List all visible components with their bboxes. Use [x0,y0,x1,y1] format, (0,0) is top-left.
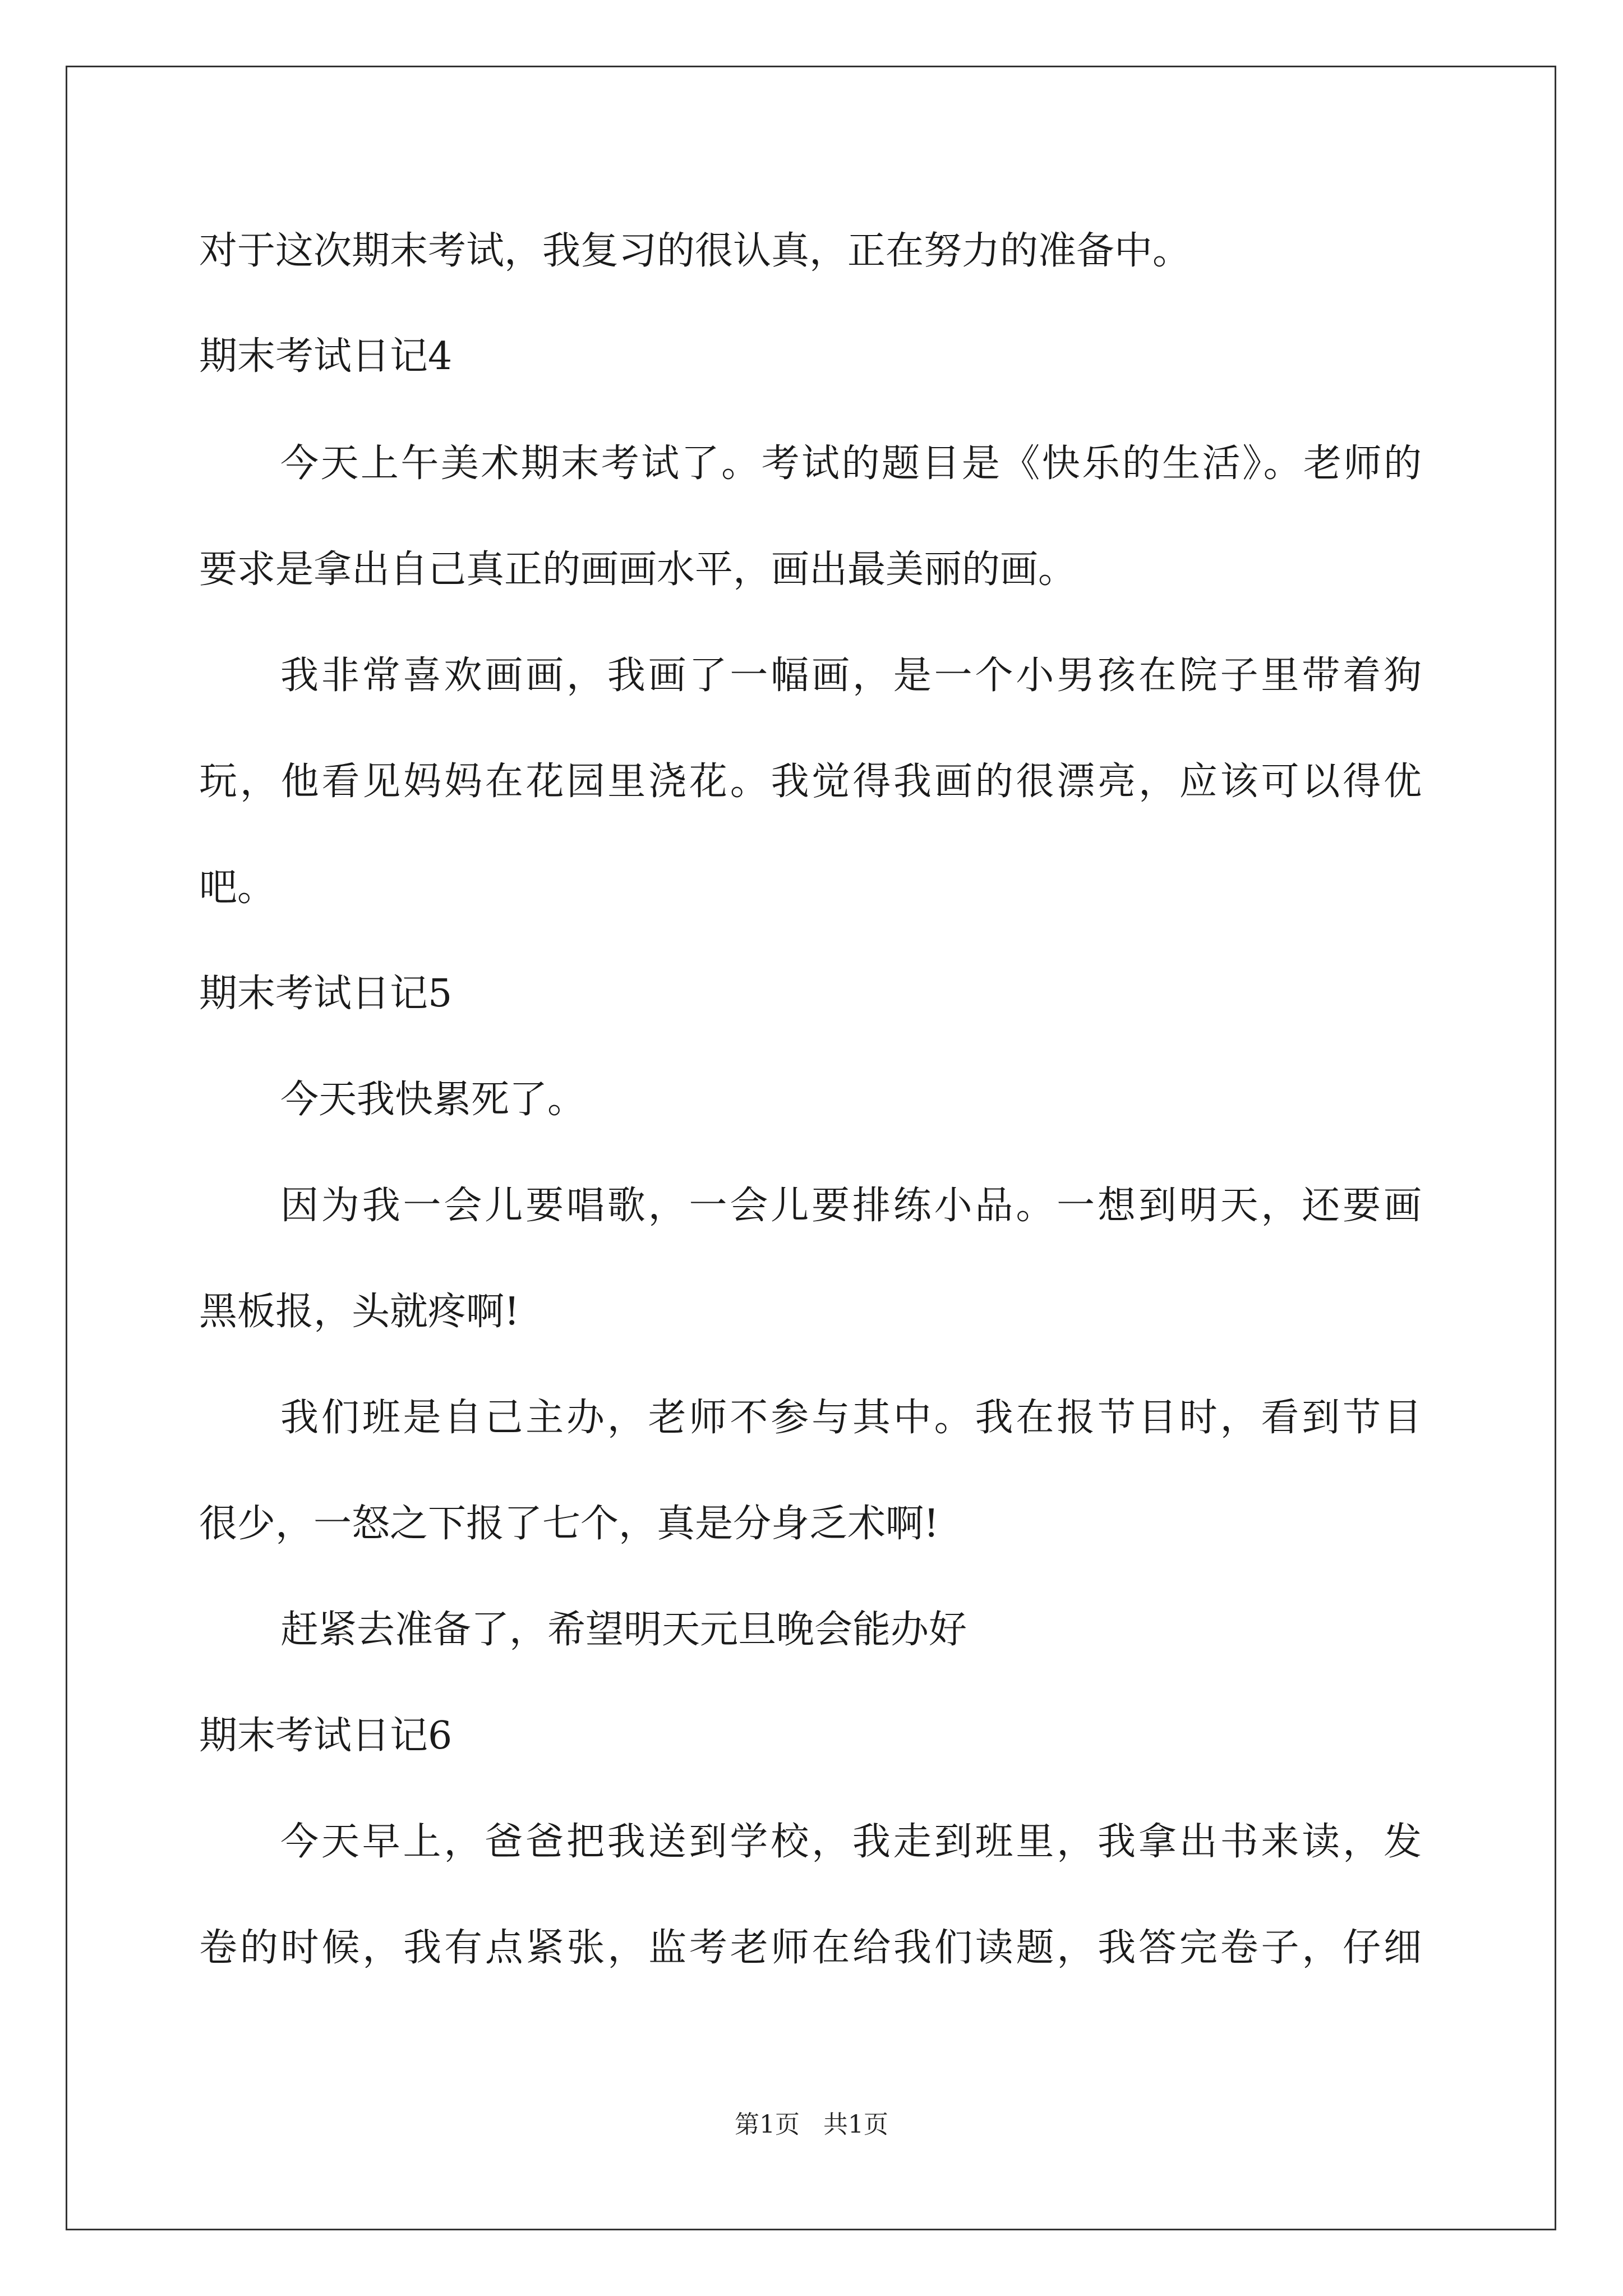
section-heading: 期末考试日记4 [199,334,453,379]
paragraph-line: 我非常喜欢画画，我画了一幅画，是一个小男孩在院子里带着狗 [280,654,1422,698]
paragraph-line: 吧。 [199,866,276,910]
paragraph-line: 黑板报，头就疼啊! [199,1290,520,1334]
paragraph-line: 很少，一怒之下报了七个，真是分身乏术啊! [199,1502,939,1546]
paragraph-line: 因为我一会儿要唱歌，一会儿要排练小品。一想到明天，还要画 [280,1184,1422,1228]
paragraph-line: 玩，他看见妈妈在花园里浇花。我觉得我画的很漂亮，应该可以得优 [199,760,1422,804]
paragraph-line: 我们班是自己主办，老师不参与其中。我在报节目时，看到节目 [280,1396,1422,1440]
paragraph-line: 赶紧去准备了，希望明天元旦晚会能办好 [280,1608,967,1652]
paragraph-line: 今天我快累死了。 [280,1078,586,1122]
paragraph-line: 今天上午美术期末考试了。考试的题目是《快乐的生活》。老师的 [280,441,1422,486]
paragraph-line: 今天早上，爸爸把我送到学校，我走到班里，我拿出书来读，发 [280,1820,1422,1864]
section-heading: 期末考试日记6 [199,1714,453,1758]
page-number-current: 第1页 [735,2110,800,2139]
page-number-total: 共1页 [823,2110,888,2139]
page-border [66,66,1556,2230]
paragraph-line: 卷的时候，我有点紧张，监考老师在给我们读题，我答完卷子，仔细 [199,1926,1422,1970]
page-footer [0,2109,1623,2141]
section-heading: 期末考试日记5 [199,972,453,1016]
paragraph-line: 要求是拿出自己真正的画画水平，画出最美丽的画。 [199,547,1077,592]
paragraph-line: 对于这次期末考试，我复习的很认真，正在努力的准备中。 [199,229,1191,273]
